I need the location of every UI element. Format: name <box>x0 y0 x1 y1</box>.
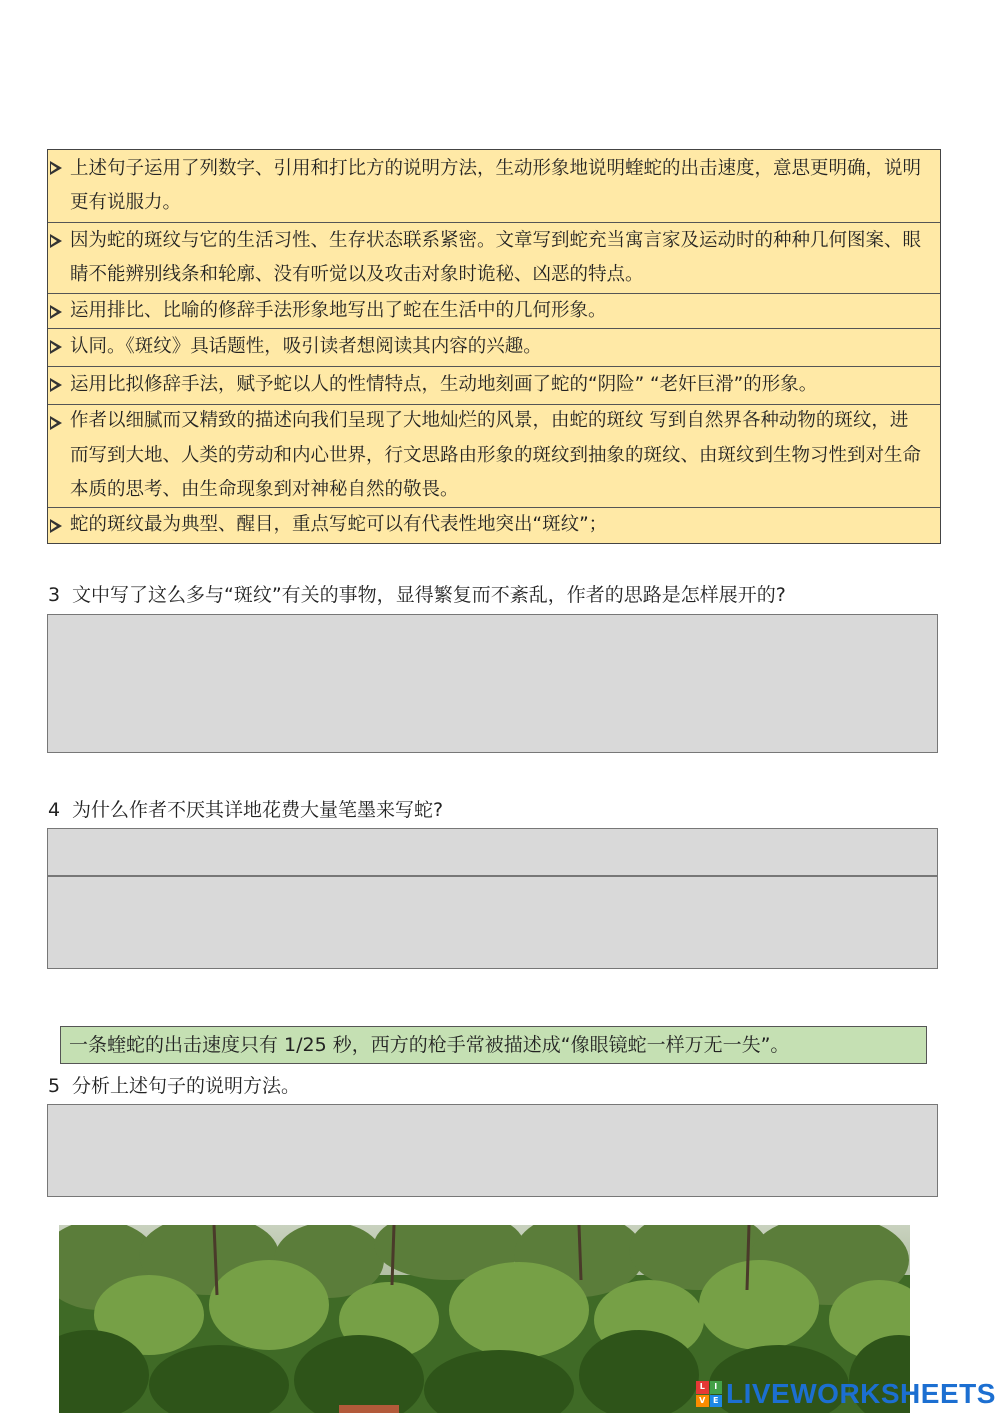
answer-option-6[interactable] <box>48 405 940 508</box>
arrow-bullet-icon <box>50 519 62 533</box>
arrow-bullet-icon <box>50 161 62 175</box>
answer-option-4[interactable] <box>48 329 940 367</box>
logo-letter: L <box>696 1381 709 1394</box>
arrow-bullet-icon <box>50 234 62 248</box>
logo-letter: I <box>710 1381 723 1394</box>
answer-option-text: 蛇的斑纹最为典型、醒目，重点写蛇可以有代表性地突出“斑纹”； <box>70 514 608 536</box>
answer-dropzone-q4-b[interactable] <box>47 876 938 969</box>
arrow-bullet-icon <box>50 378 62 392</box>
question-number: 4 <box>48 799 61 821</box>
liveworksheets-logo-icon <box>696 1381 722 1407</box>
liveworksheets-watermark <box>696 1378 996 1410</box>
answer-option-5[interactable] <box>48 367 940 405</box>
answer-option-text: 运用比拟修辞手法，赋予蛇以人的性情特点，生动地刻画了蛇的“阴险” “老奸巨滑”的形象。 <box>70 374 818 396</box>
question-text: 为什么作者不厌其详地花费大量笔墨来写蛇? <box>72 799 444 821</box>
answer-option-text: 运用排比、比喻的修辞手法形象地写出了蛇在生活中的几何形象。 <box>70 299 607 321</box>
question-4 <box>48 797 443 823</box>
answer-option-text: 上述句子运用了列数字、引用和打比方的说明方法，生动形象地说明蝰蛇的出击速度，意思更明确，说明更有说服力。 <box>70 157 922 213</box>
arrow-bullet-icon <box>50 340 62 354</box>
answer-option-text: 作者以细腻而又精致的描述向我们呈现了大地灿烂的风景，由蛇的斑纹 写到自然界各种动物的斑纹，进而写到大地、人类的劳动和内心世界，行文思路由形象的斑纹到抽象的斑纹、由斑纹到生物习性到对生命本质的思考、由生命现象到对神秘自然的敬畏。 <box>70 410 922 501</box>
question-number: 5 <box>48 1075 61 1097</box>
question-5 <box>48 1073 300 1099</box>
quoted-sentence-box: 一条蝰蛇的出击速度只有 1/25 秒，西方的枪手常被描述成“像眼镜蛇一样万无一失”。 <box>60 1026 927 1064</box>
answer-option-3[interactable] <box>48 294 940 329</box>
question-number: 3 <box>48 584 61 606</box>
answer-option-2[interactable] <box>48 223 940 294</box>
logo-letter: E <box>710 1395 723 1408</box>
watermark-text: LIVEWORKSHEETS <box>726 1378 996 1409</box>
answer-option-1[interactable] <box>48 150 940 223</box>
answer-option-7[interactable] <box>48 508 940 543</box>
question-3 <box>48 582 786 608</box>
answer-option-text: 因为蛇的斑纹与它的生活习性、生存状态联系紧密。文章写到蛇充当寓言家及运动时的种种几何图案、眼睛不能辨别线条和轮廓、没有听觉以及攻击对象时诡秘、凶恶的特点。 <box>70 229 922 285</box>
answer-options-list <box>47 149 941 544</box>
answer-dropzone-q3[interactable] <box>47 614 938 753</box>
question-text: 文中写了这么多与“斑纹”有关的事物，显得繁复而不紊乱，作者的思路是怎样展开的? <box>72 584 786 606</box>
answer-dropzone-q5[interactable] <box>47 1104 938 1197</box>
arrow-bullet-icon <box>50 416 62 430</box>
answer-option-text: 认同。《斑纹》具话题性，吸引读者想阅读其内容的兴趣。 <box>70 336 542 358</box>
arrow-bullet-icon <box>50 305 62 319</box>
logo-letter: V <box>696 1395 709 1408</box>
answer-dropzone-q4-a[interactable] <box>47 828 938 876</box>
question-text: 分析上述句子的说明方法。 <box>72 1075 301 1097</box>
